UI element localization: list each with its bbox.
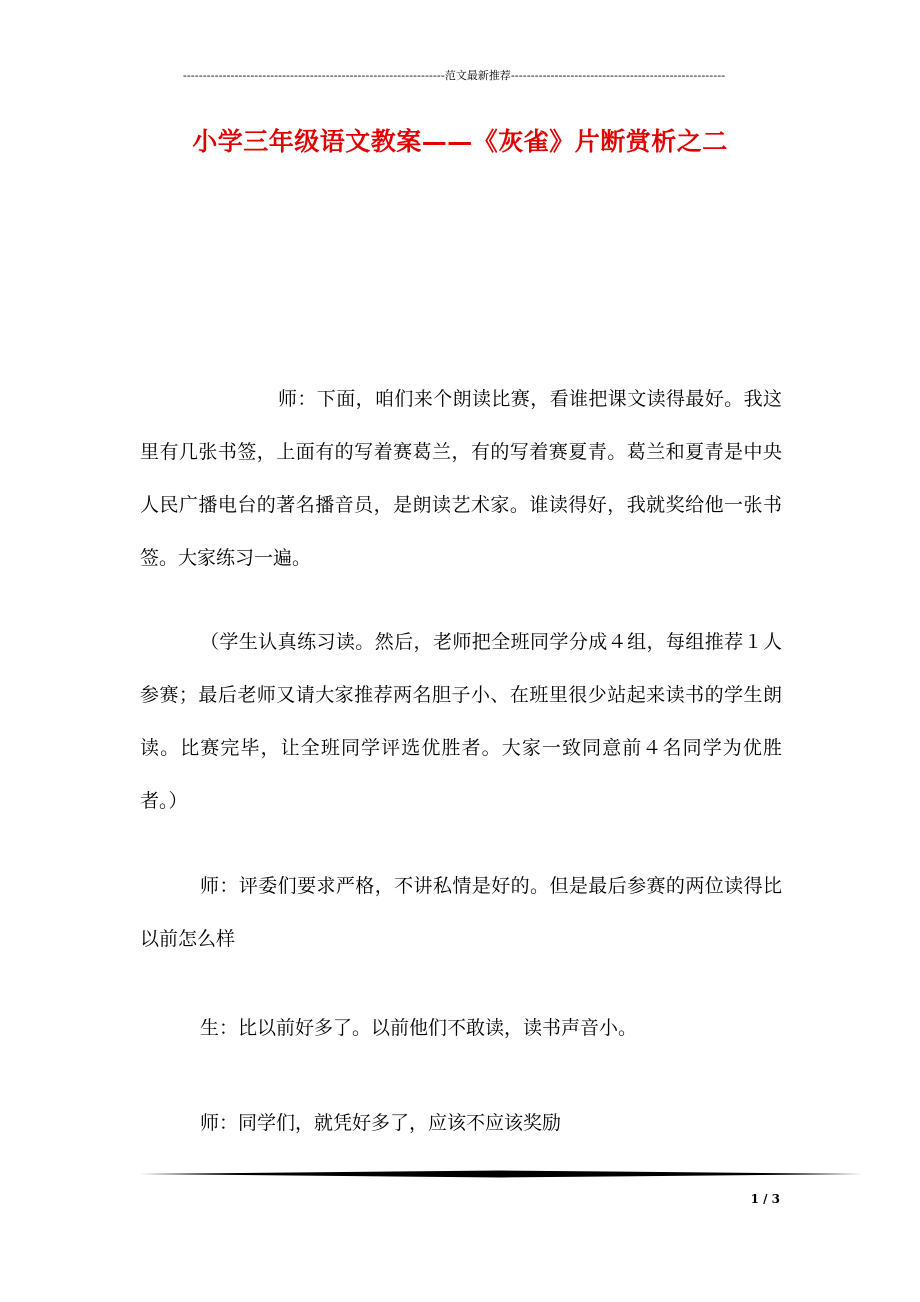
page-number: 1 / 3 (750, 1192, 780, 1206)
paragraph-2: （学生认真练习读。然后，老师把全班同学分成４组，每组推荐１人参赛；最后老师又请大家推荐两名胆子小、在班里很少站起来读书的学生朗读。比赛完毕，让全班同学评选优胜者。大家一致同意前４名同学为优胜者。） (140, 631, 782, 812)
paragraph-3: 师：评委们要求严格，不讲私情是好的。但是最后参赛的两位读得比以前怎么样 (140, 875, 782, 950)
footer-divider (140, 1170, 862, 1178)
paragraph-5: 师：同学们，就凭好多了，应该不应该奖励 (200, 1112, 562, 1134)
paragraph-1: 师：下面，咱们来个朗读比赛，看谁把课文读得最好。我这里有几张书签，上面有的写着赛葛兰，有的写着赛夏青。葛兰和夏青是中央人民广播电台的著名播音员，是朗读艺术家。谁读得好，我就奖给他一张书签。大家练习一遍。 (140, 388, 782, 569)
document-title: 小学三年级语文教案——《灰雀》片断赏析之二 (192, 127, 728, 156)
page-header: ------------------------------------------------------------------范文最新推荐------------------------------------------------------ (182, 69, 726, 82)
paragraph-4: 生：比以前好多了。以前他们不敢读，读书声音小。 (200, 1017, 638, 1039)
